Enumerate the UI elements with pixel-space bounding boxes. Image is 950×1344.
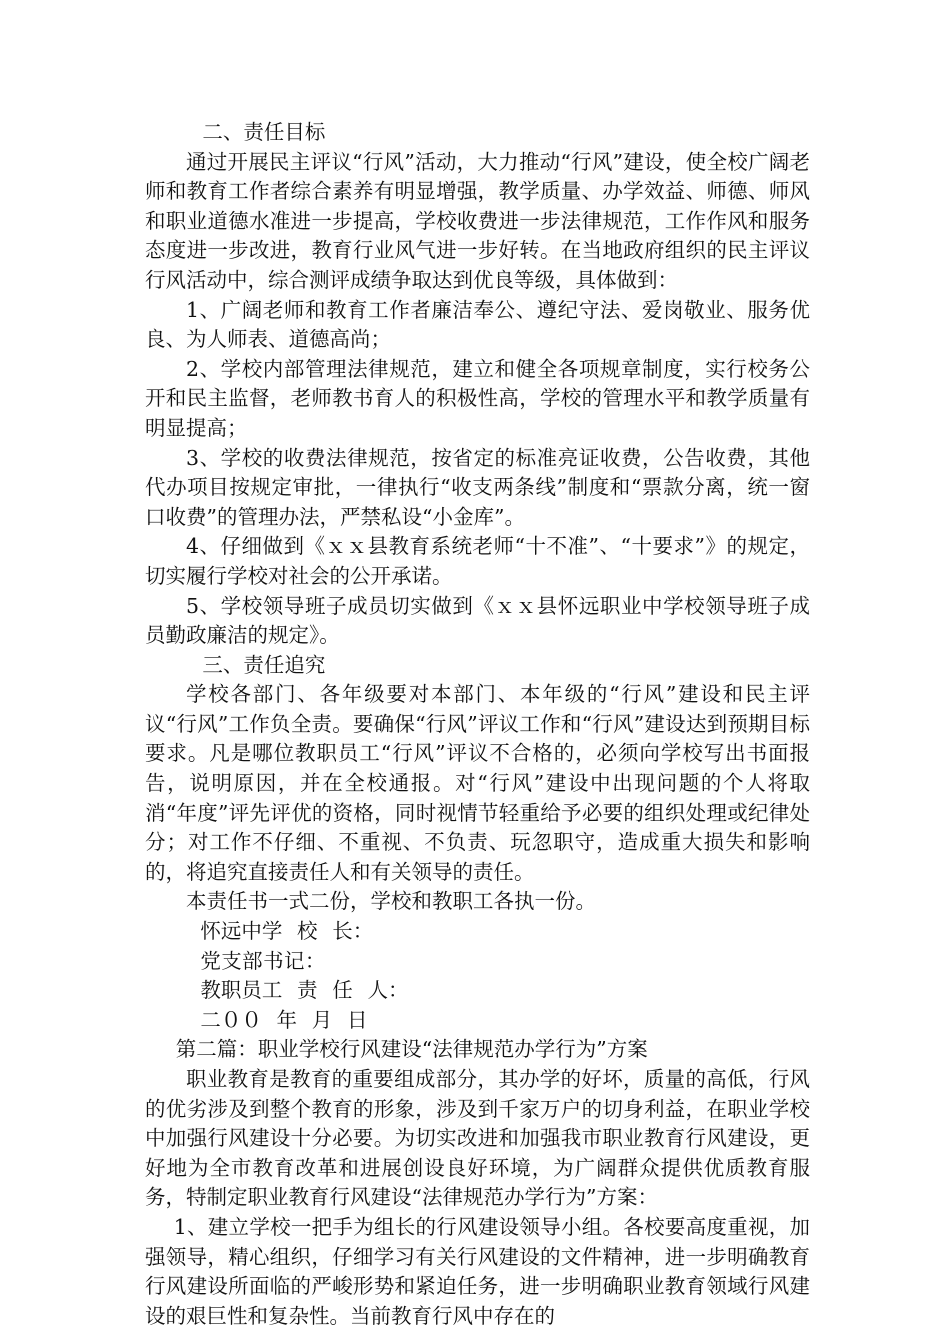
signature-staff: 教职员工 责 任 人： (200, 978, 409, 1003)
goal-item-4: 4、仔细做到《ｘｘ县教育系统老师“十不准”、“十要求”》的规定，切实履行学校对社会的公开承诺。 (145, 534, 810, 588)
document-page (145, 118, 810, 1331)
section2-heading: 二、责任目标 (202, 120, 326, 144)
signature-principal: 怀远中学 校 长： (200, 919, 374, 944)
part2-item-1: 1、建立学校一把手为组长的行风建设领导小组。各校要高度重视，加强领导，精心组织，仔细学习有关行风建设的文件精神，进一步明确教育行风建设所面临的严峻形势和紧迫任务，进一步明确职业教育领域行风建设的艰巨性和复杂性。当前教育行风中存在的 (145, 1214, 810, 1328)
goal-item-2: 2、学校内部管理法律规范，建立和健全各项规章制度，实行校务公开和民主监督，老师教书育人的积极性高，学校的管理水平和教学质量有明显提高； (145, 356, 810, 440)
goal-item-5: 5、学校领导班子成员切实做到《ｘｘ县怀远职业中学校领导班子成员勤政廉洁的规定》。 (145, 593, 810, 648)
signature-party-secretary: 党支部书记： (200, 948, 326, 973)
part2-intro-paragraph: 职业教育是教育的重要组成部分，其办学的好坏，质量的高低，行风的优劣涉及到整个教育的形象，涉及到千家万户的切身利益，在职业学校中加强行风建设十分必要。为切实改进和加强我市职业教育行风建设，更好地为全市教育改革和进展创设良好环境，为广阔群众提供优质教育服务，特制定职业教育行风建设“法律规范办学行为”方案： (145, 1067, 810, 1210)
section3-heading: 三、责任追究 (202, 652, 326, 677)
part2-title: 第二篇：职业学校行风建设“法律规范办学行为”方案 (175, 1037, 648, 1062)
goal-item-1: 1、广阔老师和教育工作者廉洁奉公、遵纪守法、爱岗敬业、服务优良、为人师表、道德高尚； (145, 297, 810, 352)
copies-note: 本责任书一式二份，学校和教职工各执一份。 (186, 889, 596, 914)
section2-intro-paragraph: 通过开展民主评议“行风”活动，大力推动“行风”建设，使全校广阔老师和教育工作者综合素养有明显增强，教学质量、办学效益、师德、师风和职业道德水准进一步提高，学校收费进一步法律规范，工作作风和服务态度进一步改进，教育行业风气进一步好转。在当地政府组织的民主评议行风活动中，综合测评成绩争取达到优良等级，具体做到： (145, 149, 810, 292)
goal-item-3: 3、学校的收费法律规范，按省定的标准亮证收费，公告收费，其他代办项目按规定审批，一律执行“收支两条线”制度和“票款分离，统一窗口收费”的管理办法，严禁私设“小金库”。 (145, 445, 810, 529)
signature-date: 二００ 年 月 日 (200, 1007, 368, 1032)
section3-body-paragraph: 学校各部门、各年级要对本部门、本年级的“行风”建设和民主评议“行风”工作负全责。要确保“行风”评议工作和“行风”建设达到预期目标要求。凡是哪位教职员工“行风”评议不合格的，必须向学校写出书面报告，说明原因，并在全校通报。对“行风”建设中出现问题的个人将取消“年度”评先评优的资格，同时视情节轻重给予必要的组织处理或纪律处分；对工作不仔细、不重视、不负责、玩忽职守，造成重大损失和影响的，将追究直接责任人和有关领导的责任。 (145, 682, 810, 884)
